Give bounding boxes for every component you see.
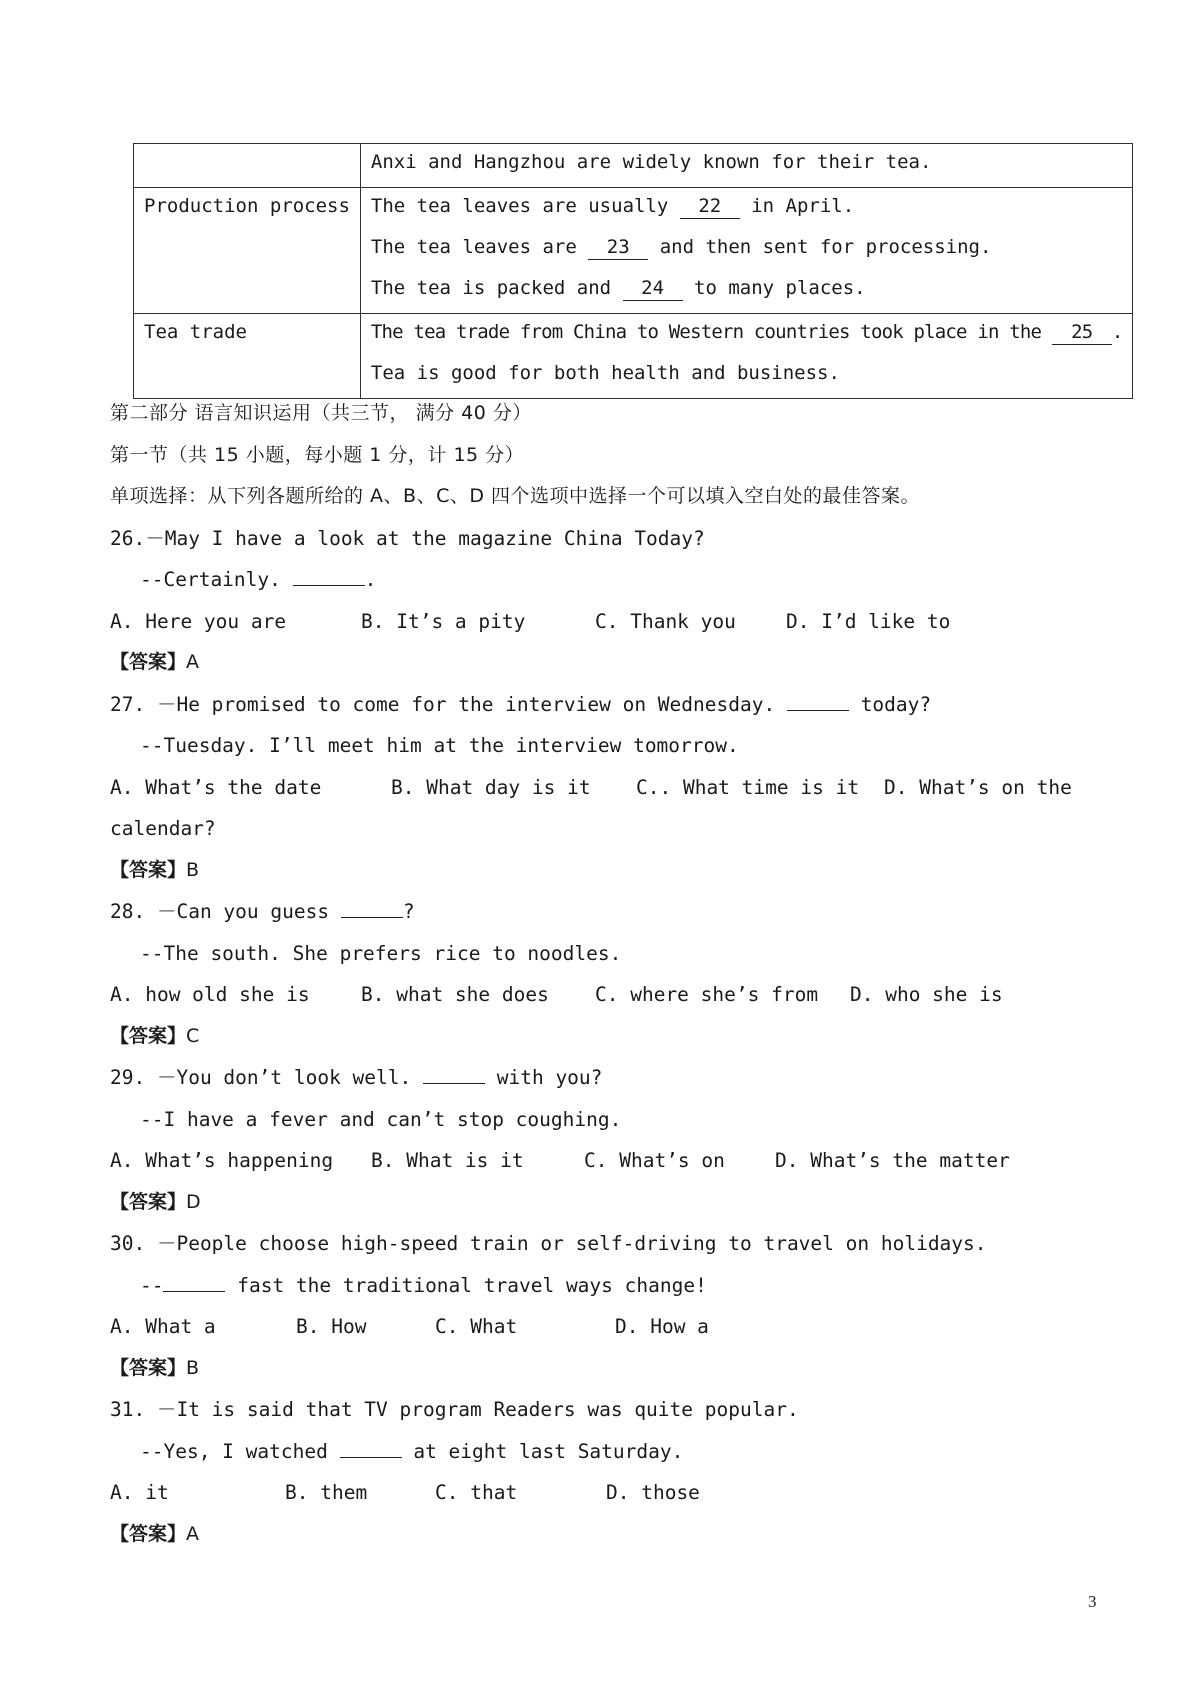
answer-line: 【答案】B — [110, 1356, 200, 1379]
question-section — [110, 393, 1090, 1555]
table-line: Tea is good for both health and business. — [370, 362, 840, 384]
question-reply: --Yes, I watched at eight last Saturday. — [110, 1431, 1090, 1473]
option-b: B. what she does — [361, 983, 549, 1006]
option-c: C. where she’s from — [595, 983, 819, 1006]
option-c: C.. What time is it — [636, 775, 860, 799]
table-content-cell — [360, 188, 1133, 314]
answer-blank: 22 — [680, 194, 740, 219]
option-d: D. those — [606, 1481, 700, 1504]
option-a: A. What a — [110, 1315, 216, 1338]
table-line: The tea is packed and 24 to many places. — [370, 277, 866, 299]
answer-blank: 24 — [623, 276, 683, 301]
question-reply: --Certainly. . — [110, 559, 1090, 601]
option-a: A. how old she is — [110, 983, 310, 1006]
subsection-title: 第一节（共 15 小题，每小题 1 分，计 15 分） — [110, 443, 525, 466]
options-row — [110, 1472, 1090, 1514]
option-b: B. What is it — [371, 1149, 524, 1172]
table-label-cell: Production process — [134, 188, 361, 314]
table-label-cell: Tea trade — [134, 314, 361, 399]
table-row — [134, 314, 1133, 399]
table-row — [134, 144, 1133, 188]
question-stem: 30. －People choose high-speed train or self-driving to travel on holidays. — [110, 1232, 987, 1255]
options-row — [110, 1140, 1090, 1182]
option-b: B. How — [296, 1315, 367, 1338]
answer-line: 【答案】A — [110, 1522, 200, 1545]
option-c: C. What — [435, 1315, 518, 1338]
table-row — [134, 188, 1133, 314]
question-reply: --The south. She prefers rice to noodles. — [140, 941, 622, 965]
option-d: D. who she is — [850, 983, 1003, 1006]
options-row — [110, 974, 1090, 1016]
options-row — [110, 767, 1090, 809]
table-line: Anxi and Hangzhou are widely known for their tea. — [370, 151, 932, 173]
tea-table — [133, 143, 1133, 399]
option-d: D. I’d like to — [786, 609, 951, 633]
option-b: B. them — [285, 1481, 368, 1504]
table-line: The tea trade from China to Western countries took place in the 25 . — [370, 321, 1123, 343]
option-c: C. Thank you — [595, 609, 736, 633]
answer-blank — [423, 1057, 485, 1084]
option-a: A. What’s the date — [110, 775, 322, 799]
option-b: B. What day is it — [391, 775, 591, 799]
options-row — [110, 1306, 1090, 1348]
question-stem: 27. －He promised to come for the interview on Wednesday. today? — [110, 684, 1090, 726]
option-c: C. What’s on — [584, 1149, 725, 1172]
table-content-cell — [360, 144, 1133, 188]
question-stem: 29. －You don’t look well. with you? — [110, 1057, 1090, 1099]
answer-blank — [340, 1431, 402, 1458]
answer-blank — [787, 684, 849, 711]
table-line: The tea leaves are 23 and then sent for processing. — [370, 236, 992, 258]
option-c: C. that — [435, 1481, 518, 1504]
question-stem: 31. －It is said that TV program Readers was quite popular. — [110, 1398, 799, 1421]
table-content-cell — [360, 314, 1133, 399]
option-b: B. It’s a pity — [361, 609, 526, 633]
question-stem: 28. －Can you guess ? — [110, 891, 1090, 933]
option-a: A. it — [110, 1481, 169, 1504]
answer-line: 【答案】B — [110, 858, 200, 881]
options-row — [110, 601, 1090, 643]
question-stem: 26.－May I have a look at the magazine China Today? — [110, 526, 705, 550]
answer-blank: 23 — [588, 235, 648, 260]
option-d: D. What’s on the — [884, 775, 1072, 799]
answer-line: 【答案】D — [110, 1190, 201, 1213]
question-reply: --I have a fever and can’t stop coughing. — [140, 1107, 622, 1131]
option-d: D. What’s the matter — [775, 1149, 1010, 1172]
answer-line: 【答案】A — [110, 651, 200, 673]
option-a: A. What’s happening — [110, 1149, 334, 1172]
option-continuation: calendar? — [110, 817, 216, 840]
answer-blank: 25 — [1052, 320, 1112, 345]
instruction: 单项选择：从下列各题所给的 A、B、C、D 四个选项中选择一个可以填入空白处的最佳答案。 — [110, 485, 921, 507]
question-reply: --Tuesday. I’ll meet him at the interview tomorrow. — [140, 734, 739, 757]
answer-blank — [293, 559, 365, 586]
answer-blank — [163, 1265, 225, 1292]
option-d: D. How a — [615, 1315, 709, 1338]
page-number: 3 — [1088, 1592, 1097, 1611]
table-line: The tea leaves are usually 22 in April. — [370, 195, 855, 217]
table-label-cell — [134, 144, 361, 188]
part-title: 第二部分 语言知识运用（共三节， 满分 40 分） — [110, 402, 532, 424]
option-a: A. Here you are — [110, 609, 287, 633]
question-reply: -- fast the traditional travel ways change! — [110, 1265, 1090, 1307]
answer-line: 【答案】C — [110, 1024, 200, 1047]
answer-blank — [341, 891, 403, 918]
